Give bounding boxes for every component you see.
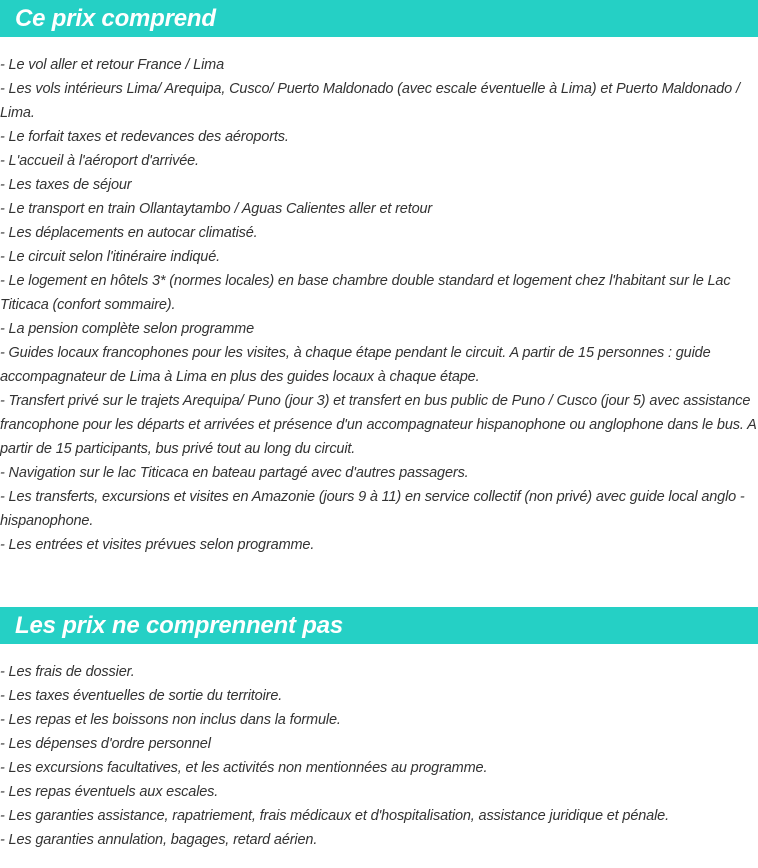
list-item: - Les frais de dossier. [0,664,135,680]
list-item: - Les taxes éventuelles de sortie du territoire. [0,688,283,704]
list-item: - Navigation sur le lac Titicaca en bateau partagé avec d'autres passagers. [0,465,469,481]
list-item: - Les déplacements en autocar climatisé. [0,225,258,241]
list-item: - Le forfait taxes et redevances des aéroports. [0,129,289,145]
list-item: - Guides locaux francophones pour les visites, à chaque étape pendant le circuit. A partir de 15 personnes : guide accompagnateur de Lima à Lima en plus des guides locaux à chaque étape. [0,345,711,385]
excluded-items-list [0,660,758,852]
excluded-section-header [0,607,758,644]
list-item: - Les repas éventuels aux escales. [0,784,219,800]
list-item: - Les excursions facultatives, et les activités non mentionnées au programme. [0,760,488,776]
list-item: - Les transferts, excursions et visites en Amazonie (jours 9 à 11) en service collectif (non privé) avec guide local anglo - hispanophone. [0,489,745,529]
list-item: - Transfert privé sur le trajets Arequipa/ Puno (jour 3) et transfert en bus public de Puno / Cusco (jour 5) avec assistance francophone pour les départs et arrivées et présence d'un accompagnateur hispanophone ou anglophone dans le bus. A partir de 15 participants, bus privé tout au long du circuit. [0,393,757,457]
list-item: - Le vol aller et retour France / Lima [0,57,224,73]
list-item: - Le logement en hôtels 3* (normes locales) en base chambre double standard et logement chez l'habitant sur le Lac Titicaca (confort sommaire). [0,273,731,313]
included-section-header [0,0,758,37]
list-item: - La pension complète selon programme [0,321,254,337]
list-item: - Le circuit selon l'itinéraire indiqué. [0,249,221,265]
list-item: - Les repas et les boissons non inclus dans la formule. [0,712,341,728]
list-item: - L'accueil à l'aéroport d'arrivée. [0,153,199,169]
list-item: - Les garanties assistance, rapatriement, frais médicaux et d'hospitalisation, assistance juridique et pénale. [0,808,669,824]
list-item: - Les taxes de séjour [0,177,132,193]
included-section-title: Ce prix comprend [15,4,216,32]
list-item: - Les vols intérieurs Lima/ Arequipa, Cusco/ Puerto Maldonado (avec escale éventuelle à Lima) et Puerto Maldonado / Lima. [0,81,740,121]
list-item: - Les garanties annulation, bagages, retard aérien. [0,832,318,848]
included-items-list [0,53,758,557]
list-item: - Les dépenses d'ordre personnel [0,736,211,752]
list-item: - Le transport en train Ollantaytambo / Aguas Calientes aller et retour [0,201,433,217]
list-item: - Les entrées et visites prévues selon programme. [0,537,315,553]
excluded-section-title: Les prix ne comprennent pas [15,611,344,639]
